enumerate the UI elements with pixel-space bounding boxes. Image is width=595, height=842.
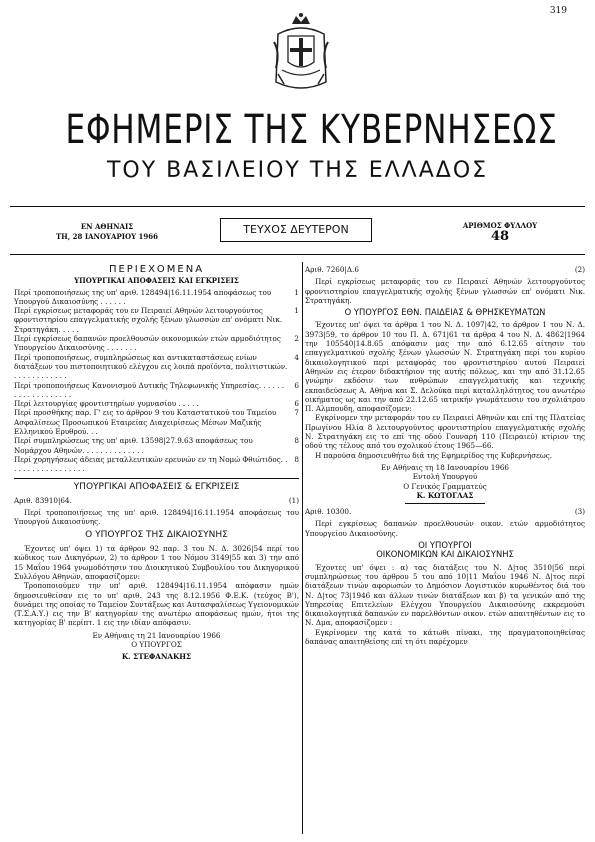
divider [10,206,585,207]
divider [10,254,585,255]
left-column [14,265,299,662]
contents-subtitle: ΥΠΟΥΡΓΙΚΑΙ ΑΠΟΦΑΣΕΙΣ ΚΑΙ ΕΓΚΡΙΣΕΙΣ [74,276,239,286]
divider [14,478,299,479]
issue-date: ΤΗ, 28 ΙΑΝΟΥΑΡΙΟΥ 1966 [55,232,159,241]
signatory-name: Κ. ΚΩΤΟΓΛΑΣ [416,490,474,500]
date-line: Εν Αθήναις τη 18 Ιανουαρίου 1966 [380,462,509,472]
authority-heading: ΟΙ ΥΠΟΥΡΓΟΙ [418,540,472,551]
royal-crest-icon [270,12,332,94]
decision-number: Αριθ. 7260|Δ.6 [305,265,359,274]
column-separator [302,262,303,834]
paragraph: Τροποποιούμεν την υπ' αριθ. 128494|16.11.1954 απόφασιν ημών δημοσιευθείσαν εις το υπ' αριθ. 243 της 8.12.1956 Φ.Ε.Κ. (τεύχος Β'), δυνάμει της οποίας το Ταμείον Συντάξεως και Αυτασφαλίσεως Υγειονομικών (Τ.Σ.Α.Υ.) εις την Β' κατηγορίαν της ανωτέρω αποφάσεως ημών, ήτοι της κατηγορίας Β' περίπτ. 1 εις την ιδίαν απόφασιν. [14,581,299,628]
decision-header [305,507,585,516]
sheet-number-box [445,220,555,242]
gazette-subtitle: ΤΟΥ ΒΑΣΙΛΕΙΟΥ ΤΗΣ ΕΛΛΑΔΟΣ [106,158,489,183]
paragraph: Η παρούσα δημοσιευθήτω διά της Εφημερίδος της Κυβερνήσεως. [315,450,553,460]
divider [405,503,485,504]
issue-series: ΤΕΥΧΟΣ ΔΕΥΤΕΡΟΝ [220,218,372,242]
authority-heading: Ο ΥΠΟΥΡΓΟΣ ΕΘΝ. ΠΑΙΔΕΙΑΣ & ΘΡΗΣΚΕΥΜΑΤΩΝ [344,307,546,318]
decision-title: Περί εγκρίσεως δαπανών προελθουσών οικον. ετών αρμοδιότητος Υπουργείου Δικαιοσύνης. [305,519,585,538]
authority-heading: ΟΙΚΟΝΟΜΙΚΩΝ ΚΑΙ ΔΙΚΑΙΟΣΥΝΗΣ [376,549,514,560]
decision-number: Αριθ. 10300. [305,507,352,517]
section-heading: ΥΠΟΥΡΓΙΚΑΙ ΑΠΟΦΑΣΕΙΣ & ΕΓΚΡΙΣΕΙΣ [73,481,240,492]
paragraph: Εγκρίνομεν της κατά το κάτωθι πίνακι, της πραγματοποιηθείσας δαπάνας απαιτηθείσης επί τη ότι παρέχομεν [305,627,585,646]
sheet-label: ΑΡΙΘΜΟΣ ΦΥΛΛΟΥ [462,221,538,230]
page-number: 319 [549,6,567,16]
paragraph: Έχοντες υπ' όψει 1) τα άρθρον 92 παρ. 3 του Ν. Δ. 3026|54 περί του κώδικος των Δικηγόρων, 2) το άρθρον 1 του Νόμου 3149|55 και 3) την από 15 Μαΐου 1964 γνωμοδότησιν του Διοικητικού Συμβουλίου του Δικηγορικού Συλλόγου Αθηνών, αποφασίζομεν: [14,544,299,581]
decision-header [14,496,299,505]
signatory-title: Ο ΥΠΟΥΡΓΟΣ [131,639,182,649]
authority-heading: Ο ΥΠΟΥΡΓΟΣ ΤΗΣ ΔΙΚΑΙΟΣΥΝΗΣ [85,529,228,540]
decision-tag: (1) [288,495,299,505]
decision-title: Περί εγκρίσεως μεταφοράς του εν Πειραιεί Αθηνών λειτουργούντος φροντιστηρίου επαγγελματικής σχολής ξένων γλωσσών επ' ονόματι Νικ. Στρατηγάκη. [305,277,585,305]
decision-tag: (3) [574,507,585,517]
date-line: Εν Αθήναις τη 21 Ιανουαρίου 1966 [92,630,221,640]
contents-item: Περί εγκρίσεως δαπανών προελθουσών οικονομικών ετών αρμοδιότητος Υπουργείου Δικαιοσύνης . . . . . . . 2 [14,334,299,353]
signatory-line: Εντολή Υπουργού [412,472,478,482]
paragraph: Έχοντες υπ' όψει τα άρθρα 1 του Ν. Δ. 1097|42, το άρθρον 1 του Ν. Δ. 3973|59, το άρθρον 10 του Π. Δ. 671|61 τα άρθρα 4 του Ν. Δ. 4862|1964 την 105540|14.8.65 απόφασιν μας την από 6.12.65 αίτησιν του επαγγελματικού σχολής ξένων γλωσσών Ν. Στρατηγάκη περί του κυρίου δικαιολογητικού περί μεταφοράς του φροντιστηρίου αυτού Πειραιεί Αθηνών εις έτερον διδακτήριον της αυτής πόλεως, και την από 31.12.65 γνώμην εκδόσιν των ανθρώπων επαγγελματικής και τεχνικής εκπαιδεύσεως Α. Αθήνα και Σ. Δελούκα περί καταλληλότητος του ανωτέρω οικήματος ως και την από 22.12.65 ιατρικήν γνωμάτευσιν του σχολιάτρου Π. Αλμπουδη, αποφασίζομεν: [305,320,585,414]
signatory-line: Ο Γενικός Γραμματεύς [403,481,487,491]
contents-item: Περί τροποποιήσεως, συμπληρώσεως και αντικαταστάσεως ενίων διατάξεων του πιστοποιητικού ελέγχου εις λοιπά προϊόντα, πολιτιστικών. . . . . . . . . . . . . 4 [14,352,299,381]
decision-tag: (2) [574,265,585,274]
gazette-title: ΕΦΗΜΕΡΙΣ ΤΗΣ ΚΥΒΕΡΝΗΣΕΩΣ [65,107,558,153]
contents-item: Περί συμπληρώσεως της υπ' αριθ. 13598|27.9.63 αποφάσεως του Νομάρχου Αθηνών. . . . . . . . . . . . . . 8 [14,436,299,455]
right-column [305,265,585,646]
decision-title: Περί τροποποιήσεως της υπ' αριθ. 128494|16.11.1954 αποφάσεως του Υπουργού Δικαιοσύνης. [14,508,299,527]
paragraph: Έχοντες υπ' όψει : α) τας διατάξεις του Ν. Δ|τος 3510|56 περί συμπληρώσεως του άρθρου 5 του από 10|11 Μαΐου 1946 Ν. Δ|τος περί διατάξεων τινών αφορωσών το Δημόσιον Λογιστικόν κυρωθέντος διά του Ν. Δ|τος 73|1946 και άλλων τινών διατάξεων και β) τα γενικών από της Υπηρεσίας Επιτελείων Ελέγχου Υπουργείου Δικαιοσύνης εκκρεμούσι δικαιολογητικά δαπανών εν παρελθόντων οικον. ετών απαιτηθέντων εις το Ν. Δμα, αποφασίζομεν : [305,562,585,628]
paragraph: Εγκρίνομεν την μεταφοράν του εν Πειραιεί Αθηνών και επί της Πλατείας Πρωγίνου Ηλία 8 λειτουργούντος φροντιστηρίου επαγγελματικής σχολής Ν. Στρατηγάκη εις το επί της οδού Γουναρή 110 (Πειραιεύ) κτίριον της οδού της τέλους από του σχολικού έτους 1965—66. [305,413,585,451]
signatory-name: Κ. ΣΤΕΦΑΝΑΚΗΣ [121,652,192,662]
decision-number: Αριθ. 83910|64. [14,495,72,505]
issue-place-date [52,222,162,242]
contents-item: Περί τροποποιήσεως Κανονισμού Δυτικής Τηλεφωνικής Υπηρεσίας. . . . . . . . . . . . . . . . . . . 6 [14,380,299,399]
contents-item: Περί προσθήκης παρ. Γ' εις το άρθρον 9 του Καταστατικού του Ταμείου Ασφαλίσεως Προσωπικού Εταιρείας Διαχειρίσεως Μέσων Μαζικής Ελληνικού Ερυθρού. . . 7 [14,408,299,437]
contents-item: Περί λειτουργίας φροντιστηρίων γυμνασίου . . . . . 6 [14,399,299,409]
contents-item: Περί εγκρίσεως μεταφοράς του εν Πειραιεί Αθηνών λειτουργούντος φροντιστηρίου επαγγελματικής σχολής ξένων γλωσσών επ' ονόματι Νικ. Στρατηγάκη. . . . . 1 [14,306,299,334]
decision-header [305,265,585,274]
contents-list [14,288,299,474]
contents-item: Περί τροποποιήσεως της υπ' αριθ. 128494|16.11.1954 αποφάσεως του Υπουργού Δικαιοσύνης . . . . . . 1 [14,287,299,306]
sheet-number: 48 [490,229,510,244]
contents-item: Περί χορηγήσεως άδειας μεταλλευτικών ερευνών εν τη Νομώ Φθιώτιδος. . . . . . . . . . . . . . . . . . 8 [14,454,299,474]
contents-title: ΠΕΡΙΕΧΟΜΕΝΑ [108,264,205,275]
issue-place: ΕΝ ΑΘΗΝΑΙΣ [80,222,134,231]
